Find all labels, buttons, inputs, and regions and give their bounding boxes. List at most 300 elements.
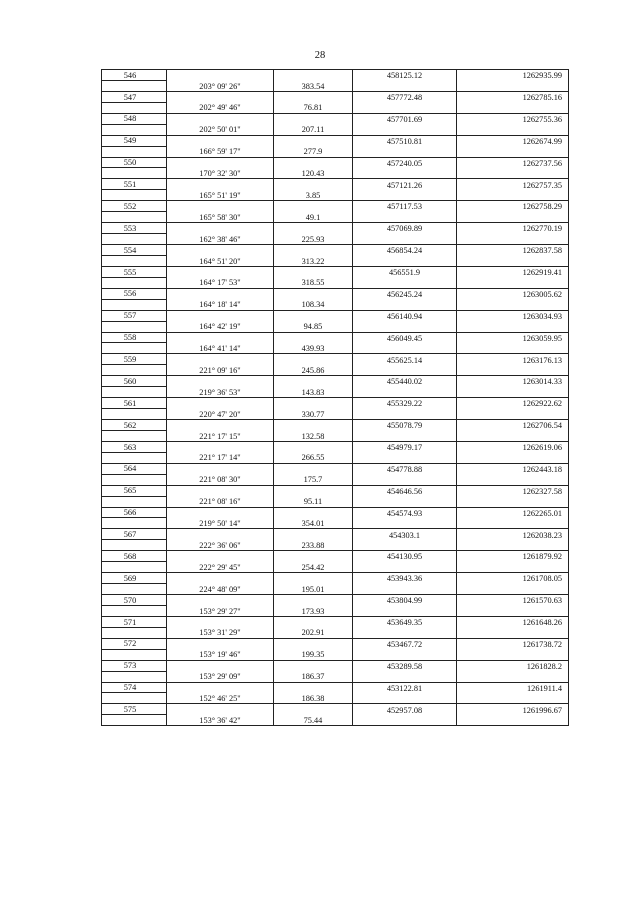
coordinate-y: 1262443.18 bbox=[457, 463, 569, 474]
empty-cell bbox=[167, 463, 274, 474]
empty-cell bbox=[457, 299, 569, 310]
empty-cell bbox=[102, 540, 167, 551]
empty-cell bbox=[102, 277, 167, 288]
coordinate-x: 456854.24 bbox=[353, 245, 457, 256]
point-row bbox=[102, 485, 569, 496]
point-row bbox=[102, 135, 569, 146]
coordinate-y: 1263005.62 bbox=[457, 288, 569, 299]
point-number: 554 bbox=[102, 245, 167, 256]
coordinate-y: 1263176.13 bbox=[457, 354, 569, 365]
coordinate-x: 454130.95 bbox=[353, 551, 457, 562]
direction-angle: 165° 58' 30" bbox=[167, 212, 274, 223]
point-row bbox=[102, 441, 569, 452]
empty-cell bbox=[353, 409, 457, 420]
coordinate-x: 453289.58 bbox=[353, 660, 457, 671]
segment-length: 175.7 bbox=[274, 474, 353, 485]
coordinate-y: 1261738.72 bbox=[457, 638, 569, 649]
empty-cell bbox=[167, 245, 274, 256]
segment-length: 108.34 bbox=[274, 299, 353, 310]
empty-cell bbox=[457, 277, 569, 288]
point-number: 569 bbox=[102, 573, 167, 584]
empty-cell bbox=[457, 146, 569, 157]
empty-cell bbox=[167, 91, 274, 102]
coordinate-x: 454778.88 bbox=[353, 463, 457, 474]
direction-angle: 166° 59' 17" bbox=[167, 146, 274, 157]
direction-angle: 221° 09' 16" bbox=[167, 365, 274, 376]
segment-row bbox=[102, 321, 569, 332]
point-number: 556 bbox=[102, 288, 167, 299]
segment-row bbox=[102, 518, 569, 529]
empty-cell bbox=[274, 507, 353, 518]
empty-cell bbox=[167, 485, 274, 496]
empty-cell bbox=[457, 518, 569, 529]
empty-cell bbox=[167, 135, 274, 146]
segment-length: 354.01 bbox=[274, 518, 353, 529]
coordinate-y: 1262922.62 bbox=[457, 398, 569, 409]
point-row bbox=[102, 288, 569, 299]
empty-cell bbox=[102, 321, 167, 332]
coordinate-x: 457510.81 bbox=[353, 135, 457, 146]
coordinate-y: 1263014.33 bbox=[457, 376, 569, 387]
page-number: 28 bbox=[314, 50, 326, 61]
segment-length: 76.81 bbox=[274, 102, 353, 113]
segment-length: 132.58 bbox=[274, 430, 353, 441]
point-number: 561 bbox=[102, 398, 167, 409]
point-row bbox=[102, 616, 569, 627]
direction-angle: 222° 29' 45" bbox=[167, 562, 274, 573]
empty-cell bbox=[102, 190, 167, 201]
empty-cell bbox=[353, 102, 457, 113]
segment-row bbox=[102, 277, 569, 288]
segment-length: 173.93 bbox=[274, 605, 353, 616]
point-number: 552 bbox=[102, 201, 167, 212]
segment-row bbox=[102, 409, 569, 420]
coordinates-table bbox=[101, 69, 569, 726]
empty-cell bbox=[274, 354, 353, 365]
empty-cell bbox=[274, 70, 353, 81]
coordinate-y: 1261911.4 bbox=[457, 682, 569, 693]
empty-cell bbox=[274, 135, 353, 146]
empty-cell bbox=[102, 365, 167, 376]
empty-cell bbox=[353, 496, 457, 507]
segment-row bbox=[102, 234, 569, 245]
segment-length: 95.11 bbox=[274, 496, 353, 507]
point-row bbox=[102, 682, 569, 693]
direction-angle: 153° 31' 29" bbox=[167, 627, 274, 638]
empty-cell bbox=[457, 540, 569, 551]
direction-angle: 202° 49' 46" bbox=[167, 102, 274, 113]
empty-cell bbox=[457, 102, 569, 113]
empty-cell bbox=[353, 124, 457, 135]
segment-length: 49.1 bbox=[274, 212, 353, 223]
direction-angle: 219° 36' 53" bbox=[167, 387, 274, 398]
point-row bbox=[102, 463, 569, 474]
direction-angle: 203° 09' 26" bbox=[167, 80, 274, 91]
segment-length: 75.44 bbox=[274, 715, 353, 726]
empty-cell bbox=[102, 146, 167, 157]
coordinate-x: 457701.69 bbox=[353, 113, 457, 124]
direction-angle: 153° 36' 42" bbox=[167, 715, 274, 726]
coordinate-x: 457240.05 bbox=[353, 157, 457, 168]
point-number: 560 bbox=[102, 376, 167, 387]
coordinate-y: 1261648.26 bbox=[457, 616, 569, 627]
point-row bbox=[102, 332, 569, 343]
empty-cell bbox=[167, 179, 274, 190]
point-row bbox=[102, 398, 569, 409]
direction-angle: 152° 46' 25" bbox=[167, 693, 274, 704]
direction-angle: 164° 42' 19" bbox=[167, 321, 274, 332]
empty-cell bbox=[102, 124, 167, 135]
segment-length: 120.43 bbox=[274, 168, 353, 179]
coordinate-x: 454574.93 bbox=[353, 507, 457, 518]
empty-cell bbox=[102, 474, 167, 485]
coordinate-x: 457772.48 bbox=[353, 91, 457, 102]
coordinate-y: 1263034.93 bbox=[457, 310, 569, 321]
segment-length: 439.93 bbox=[274, 343, 353, 354]
coordinate-y: 1262919.41 bbox=[457, 266, 569, 277]
empty-cell bbox=[167, 376, 274, 387]
coordinate-x: 455078.79 bbox=[353, 420, 457, 431]
empty-cell bbox=[457, 715, 569, 726]
direction-angle: 164° 18' 14" bbox=[167, 299, 274, 310]
segment-row bbox=[102, 168, 569, 179]
empty-cell bbox=[102, 452, 167, 463]
segment-row bbox=[102, 649, 569, 660]
empty-cell bbox=[353, 693, 457, 704]
coordinate-x: 455625.14 bbox=[353, 354, 457, 365]
empty-cell bbox=[353, 627, 457, 638]
coordinate-x: 456551.9 bbox=[353, 266, 457, 277]
empty-cell bbox=[274, 420, 353, 431]
point-number: 563 bbox=[102, 441, 167, 452]
segment-length: 313.22 bbox=[274, 255, 353, 266]
point-row bbox=[102, 660, 569, 671]
empty-cell bbox=[102, 430, 167, 441]
segment-row bbox=[102, 299, 569, 310]
empty-cell bbox=[274, 288, 353, 299]
coordinate-y: 1261708.05 bbox=[457, 573, 569, 584]
segment-length: 143.83 bbox=[274, 387, 353, 398]
coordinate-y: 1262757.35 bbox=[457, 179, 569, 190]
segment-length: 277.9 bbox=[274, 146, 353, 157]
empty-cell bbox=[457, 649, 569, 660]
point-row bbox=[102, 420, 569, 431]
coordinate-y: 1262674.99 bbox=[457, 135, 569, 146]
point-number: 555 bbox=[102, 266, 167, 277]
empty-cell bbox=[274, 245, 353, 256]
empty-cell bbox=[102, 409, 167, 420]
direction-angle: 221° 08' 16" bbox=[167, 496, 274, 507]
empty-cell bbox=[457, 409, 569, 420]
empty-cell bbox=[167, 288, 274, 299]
empty-cell bbox=[167, 551, 274, 562]
empty-cell bbox=[457, 693, 569, 704]
segment-length: 186.38 bbox=[274, 693, 353, 704]
point-row bbox=[102, 179, 569, 190]
segment-row bbox=[102, 540, 569, 551]
empty-cell bbox=[102, 299, 167, 310]
empty-cell bbox=[353, 365, 457, 376]
empty-cell bbox=[353, 277, 457, 288]
empty-cell bbox=[167, 354, 274, 365]
coordinate-x: 453122.81 bbox=[353, 682, 457, 693]
segment-length: 245.86 bbox=[274, 365, 353, 376]
empty-cell bbox=[353, 452, 457, 463]
empty-cell bbox=[102, 715, 167, 726]
segment-row bbox=[102, 671, 569, 682]
empty-cell bbox=[274, 179, 353, 190]
empty-cell bbox=[167, 398, 274, 409]
direction-angle: 220° 47' 20" bbox=[167, 409, 274, 420]
point-row bbox=[102, 266, 569, 277]
empty-cell bbox=[102, 387, 167, 398]
empty-cell bbox=[274, 463, 353, 474]
segment-length: 3.85 bbox=[274, 190, 353, 201]
segment-length: 383.54 bbox=[274, 80, 353, 91]
empty-cell bbox=[167, 595, 274, 606]
point-number: 550 bbox=[102, 157, 167, 168]
point-number: 562 bbox=[102, 420, 167, 431]
coordinate-y: 1261570.63 bbox=[457, 595, 569, 606]
empty-cell bbox=[102, 693, 167, 704]
empty-cell bbox=[457, 627, 569, 638]
segment-row bbox=[102, 365, 569, 376]
empty-cell bbox=[167, 507, 274, 518]
coordinate-x: 453804.99 bbox=[353, 595, 457, 606]
direction-angle: 222° 36' 06" bbox=[167, 540, 274, 551]
point-row bbox=[102, 201, 569, 212]
point-number: 547 bbox=[102, 91, 167, 102]
point-row bbox=[102, 223, 569, 234]
coordinate-x: 456245.24 bbox=[353, 288, 457, 299]
coordinate-x: 455329.22 bbox=[353, 398, 457, 409]
empty-cell bbox=[274, 485, 353, 496]
empty-cell bbox=[457, 190, 569, 201]
coordinate-y: 1263059.95 bbox=[457, 332, 569, 343]
empty-cell bbox=[353, 584, 457, 595]
empty-cell bbox=[274, 332, 353, 343]
direction-angle: 224° 48' 09" bbox=[167, 584, 274, 595]
point-row bbox=[102, 595, 569, 606]
point-row bbox=[102, 638, 569, 649]
coordinate-x: 453467.72 bbox=[353, 638, 457, 649]
empty-cell bbox=[274, 398, 353, 409]
segment-length: 207.11 bbox=[274, 124, 353, 135]
point-row bbox=[102, 376, 569, 387]
segment-length: 225.93 bbox=[274, 234, 353, 245]
point-number: 564 bbox=[102, 463, 167, 474]
empty-cell bbox=[167, 223, 274, 234]
direction-angle: 162° 38' 46" bbox=[167, 234, 274, 245]
coordinate-y: 1262785.16 bbox=[457, 91, 569, 102]
empty-cell bbox=[274, 638, 353, 649]
empty-cell bbox=[353, 212, 457, 223]
empty-cell bbox=[274, 704, 353, 715]
point-number: 553 bbox=[102, 223, 167, 234]
segment-length: 195.01 bbox=[274, 584, 353, 595]
empty-cell bbox=[457, 671, 569, 682]
empty-cell bbox=[274, 595, 353, 606]
empty-cell bbox=[457, 80, 569, 91]
direction-angle: 153° 29' 27" bbox=[167, 605, 274, 616]
point-number: 558 bbox=[102, 332, 167, 343]
coordinate-x: 457069.89 bbox=[353, 223, 457, 234]
segment-row bbox=[102, 146, 569, 157]
empty-cell bbox=[167, 660, 274, 671]
point-number: 572 bbox=[102, 638, 167, 649]
empty-cell bbox=[102, 649, 167, 660]
segment-length: 330.77 bbox=[274, 409, 353, 420]
point-row bbox=[102, 354, 569, 365]
empty-cell bbox=[353, 168, 457, 179]
segment-row bbox=[102, 190, 569, 201]
segment-row bbox=[102, 584, 569, 595]
point-number: 548 bbox=[102, 113, 167, 124]
empty-cell bbox=[274, 529, 353, 540]
coordinate-y: 1262327.58 bbox=[457, 485, 569, 496]
segment-row bbox=[102, 124, 569, 135]
empty-cell bbox=[274, 201, 353, 212]
empty-cell bbox=[167, 113, 274, 124]
point-number: 551 bbox=[102, 179, 167, 190]
point-number: 557 bbox=[102, 310, 167, 321]
empty-cell bbox=[167, 529, 274, 540]
empty-cell bbox=[102, 80, 167, 91]
segment-row bbox=[102, 693, 569, 704]
empty-cell bbox=[353, 146, 457, 157]
segment-length: 254.42 bbox=[274, 562, 353, 573]
empty-cell bbox=[457, 452, 569, 463]
empty-cell bbox=[457, 496, 569, 507]
coordinate-x: 454303.1 bbox=[353, 529, 457, 540]
point-row bbox=[102, 91, 569, 102]
segment-length: 186.37 bbox=[274, 671, 353, 682]
empty-cell bbox=[167, 704, 274, 715]
empty-cell bbox=[353, 80, 457, 91]
empty-cell bbox=[353, 299, 457, 310]
empty-cell bbox=[167, 310, 274, 321]
coordinate-x: 456049.45 bbox=[353, 332, 457, 343]
coordinate-y: 1261996.67 bbox=[457, 704, 569, 715]
empty-cell bbox=[457, 562, 569, 573]
empty-cell bbox=[353, 649, 457, 660]
empty-cell bbox=[167, 638, 274, 649]
empty-cell bbox=[167, 201, 274, 212]
point-number: 570 bbox=[102, 595, 167, 606]
segment-row bbox=[102, 80, 569, 91]
segment-length: 233.88 bbox=[274, 540, 353, 551]
empty-cell bbox=[353, 321, 457, 332]
direction-angle: 219° 50' 14" bbox=[167, 518, 274, 529]
empty-cell bbox=[167, 616, 274, 627]
coordinate-x: 452957.08 bbox=[353, 704, 457, 715]
point-row bbox=[102, 529, 569, 540]
point-row bbox=[102, 245, 569, 256]
segment-row bbox=[102, 387, 569, 398]
segment-row bbox=[102, 496, 569, 507]
segment-length: 318.55 bbox=[274, 277, 353, 288]
empty-cell bbox=[102, 168, 167, 179]
coordinate-y: 1262770.19 bbox=[457, 223, 569, 234]
empty-cell bbox=[353, 715, 457, 726]
point-number: 568 bbox=[102, 551, 167, 562]
empty-cell bbox=[167, 332, 274, 343]
coordinate-x: 453943.36 bbox=[353, 573, 457, 584]
coordinate-y: 1262935.99 bbox=[457, 70, 569, 81]
segment-row bbox=[102, 102, 569, 113]
empty-cell bbox=[102, 605, 167, 616]
empty-cell bbox=[457, 387, 569, 398]
segment-length: 266.55 bbox=[274, 452, 353, 463]
empty-cell bbox=[457, 321, 569, 332]
coordinate-x: 455440.02 bbox=[353, 376, 457, 387]
empty-cell bbox=[102, 102, 167, 113]
direction-angle: 221° 17' 14" bbox=[167, 452, 274, 463]
empty-cell bbox=[353, 190, 457, 201]
point-number: 574 bbox=[102, 682, 167, 693]
point-number: 571 bbox=[102, 616, 167, 627]
empty-cell bbox=[353, 518, 457, 529]
segment-row bbox=[102, 255, 569, 266]
coordinate-x: 453649.35 bbox=[353, 616, 457, 627]
empty-cell bbox=[274, 441, 353, 452]
empty-cell bbox=[274, 616, 353, 627]
point-number: 565 bbox=[102, 485, 167, 496]
empty-cell bbox=[457, 605, 569, 616]
empty-cell bbox=[353, 605, 457, 616]
coordinate-y: 1261879.92 bbox=[457, 551, 569, 562]
point-row bbox=[102, 573, 569, 584]
point-number: 573 bbox=[102, 660, 167, 671]
coordinate-y: 1261828.2 bbox=[457, 660, 569, 671]
empty-cell bbox=[353, 343, 457, 354]
empty-cell bbox=[457, 474, 569, 485]
empty-cell bbox=[102, 627, 167, 638]
empty-cell bbox=[457, 234, 569, 245]
coordinate-x: 457121.26 bbox=[353, 179, 457, 190]
direction-angle: 170° 32' 30" bbox=[167, 168, 274, 179]
segment-row bbox=[102, 627, 569, 638]
segment-row bbox=[102, 452, 569, 463]
segment-length: 94.85 bbox=[274, 321, 353, 332]
empty-cell bbox=[353, 474, 457, 485]
empty-cell bbox=[353, 430, 457, 441]
empty-cell bbox=[353, 387, 457, 398]
empty-cell bbox=[457, 343, 569, 354]
coordinate-y: 1262837.58 bbox=[457, 245, 569, 256]
empty-cell bbox=[457, 124, 569, 135]
empty-cell bbox=[167, 682, 274, 693]
coordinate-y: 1262758.29 bbox=[457, 201, 569, 212]
point-row bbox=[102, 551, 569, 562]
segment-length: 199.35 bbox=[274, 649, 353, 660]
coordinate-y: 1262737.56 bbox=[457, 157, 569, 168]
empty-cell bbox=[457, 365, 569, 376]
point-number: 549 bbox=[102, 135, 167, 146]
empty-cell bbox=[274, 157, 353, 168]
point-row bbox=[102, 507, 569, 518]
point-row bbox=[102, 310, 569, 321]
empty-cell bbox=[457, 584, 569, 595]
empty-cell bbox=[457, 430, 569, 441]
empty-cell bbox=[102, 584, 167, 595]
segment-row bbox=[102, 343, 569, 354]
point-number: 567 bbox=[102, 529, 167, 540]
coordinate-x: 458125.12 bbox=[353, 70, 457, 81]
empty-cell bbox=[102, 518, 167, 529]
coordinate-x: 456140.94 bbox=[353, 310, 457, 321]
direction-angle: 221° 08' 30" bbox=[167, 474, 274, 485]
